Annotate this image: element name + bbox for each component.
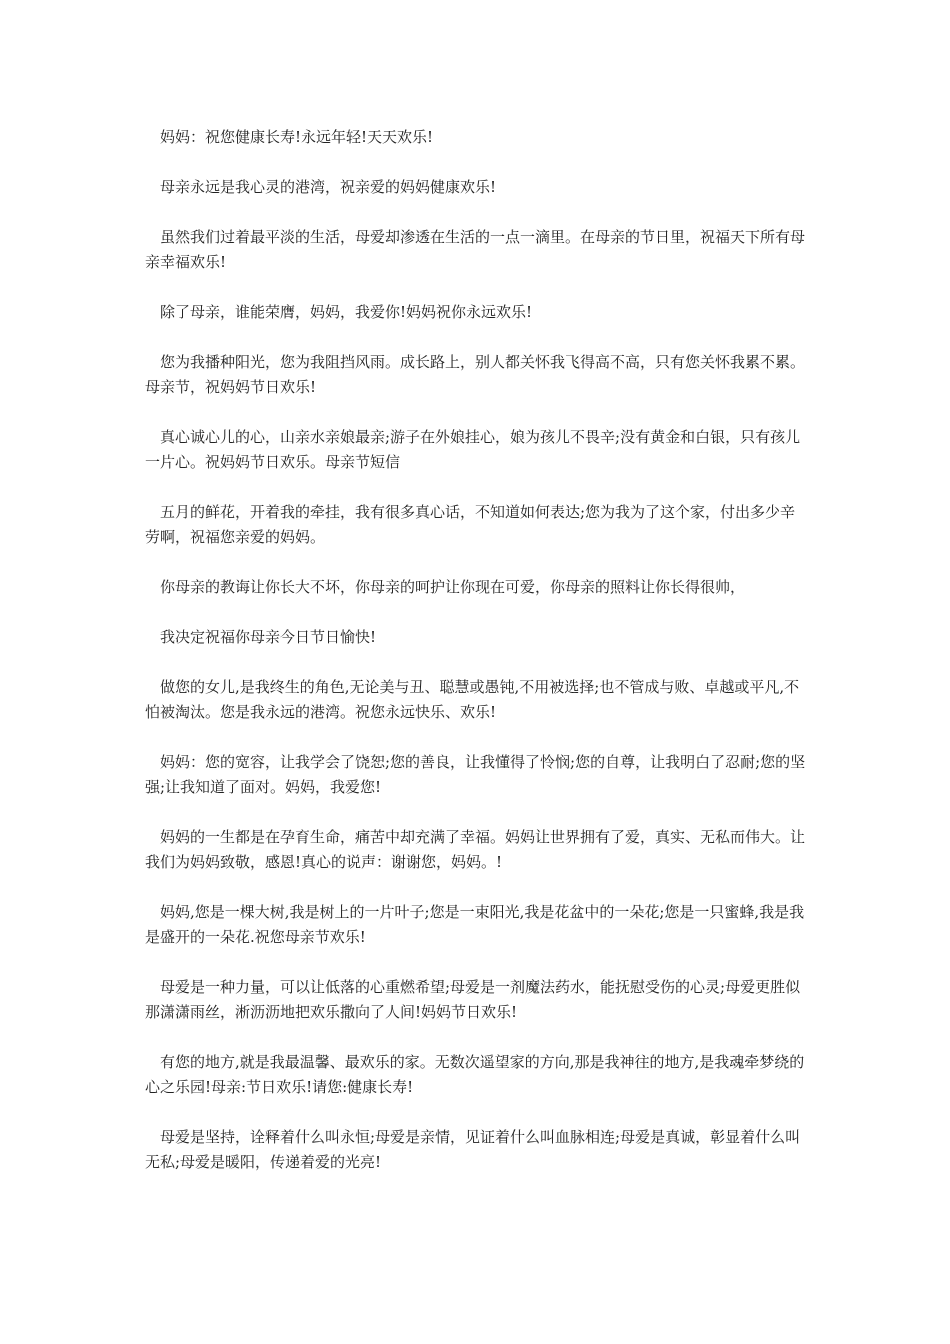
paragraph-9: 我决定祝福你母亲今日节日愉快! xyxy=(160,628,377,646)
paragraph-8: 你母亲的教诲让你长大不坏，你母亲的呵护让你现在可爱，你母亲的照料让你长得很帅， xyxy=(160,578,746,596)
paragraph-14: 母爱是一种力量，可以让低落的心重燃希望;母爱是一剂魔法药水，能抚慰受伤的心灵;母爱更胜似那潇潇雨丝，淅沥沥地把欢乐撒向了人间!妈妈节日欢乐! xyxy=(145,978,801,1021)
paragraph-15: 有您的地方,就是我最温馨、最欢乐的家。无数次遥望家的方向,那是我神往的地方,是我魂牵梦绕的心之乐园!母亲:节日欢乐!请您:健康长寿! xyxy=(145,1053,805,1096)
paragraph-12: 妈妈的一生都是在孕育生命，痛苦中却充满了幸福。妈妈让世界拥有了爱，真实、无私而伟大。让我们为妈妈致敬，感恩!真心的说声：谢谢您，妈妈。! xyxy=(145,828,806,871)
paragraph-7: 五月的鲜花，开着我的牵挂，我有很多真心话，不知道如何表达;您为我为了这个家，付出多少辛劳啊，祝福您亲爱的妈妈。 xyxy=(145,503,796,546)
paragraph-3: 虽然我们过着最平淡的生活，母爱却渗透在生活的一点一滴里。在母亲的节日里，祝福天下所有母亲幸福欢乐! xyxy=(145,228,806,271)
paragraph-5: 您为我播种阳光，您为我阻挡风雨。成长路上，别人都关怀我飞得高不高，只有您关怀我累不累。母亲节，祝妈妈节日欢乐! xyxy=(145,353,806,396)
document-body xyxy=(145,125,810,1200)
paragraph-6: 真心诚心儿的心，山亲水亲娘最亲;游子在外娘挂心，娘为孩儿不畏辛;没有黄金和白银，只有孩儿一片心。祝妈妈节日欢乐。母亲节短信 xyxy=(145,428,801,471)
paragraph-16: 母爱是坚持，诠释着什么叫永恒;母爱是亲情，见证着什么叫血脉相连;母爱是真诚，彰显着什么叫无私;母爱是暖阳，传递着爱的光亮! xyxy=(145,1128,801,1171)
paragraph-13: 妈妈,您是一棵大树,我是树上的一片叶子;您是一束阳光,我是花盆中的一朵花;您是一只蜜蜂,我是我是盛开的一朵花.祝您母亲节欢乐! xyxy=(145,903,805,946)
paragraph-1: 妈妈：祝您健康长寿!永远年轻!天天欢乐! xyxy=(160,128,434,146)
paragraph-2: 母亲永远是我心灵的港湾，祝亲爱的妈妈健康欢乐! xyxy=(160,178,497,196)
paragraph-11: 妈妈：您的宽容，让我学会了饶恕;您的善良，让我懂得了怜悯;您的自尊，让我明白了忍耐;您的坚强;让我知道了面对。妈妈，我爱您! xyxy=(145,753,806,796)
paragraph-4: 除了母亲，谁能荣膺，妈妈，我爱你!妈妈祝你永远欢乐! xyxy=(160,303,533,321)
paragraph-10: 做您的女儿,是我终生的角色,无论美与丑、聪慧或愚钝,不用被选择;也不管成与败、卓越或平凡,不怕被淘汰。您是我永远的港湾。祝您永远快乐、欢乐! xyxy=(145,678,800,721)
